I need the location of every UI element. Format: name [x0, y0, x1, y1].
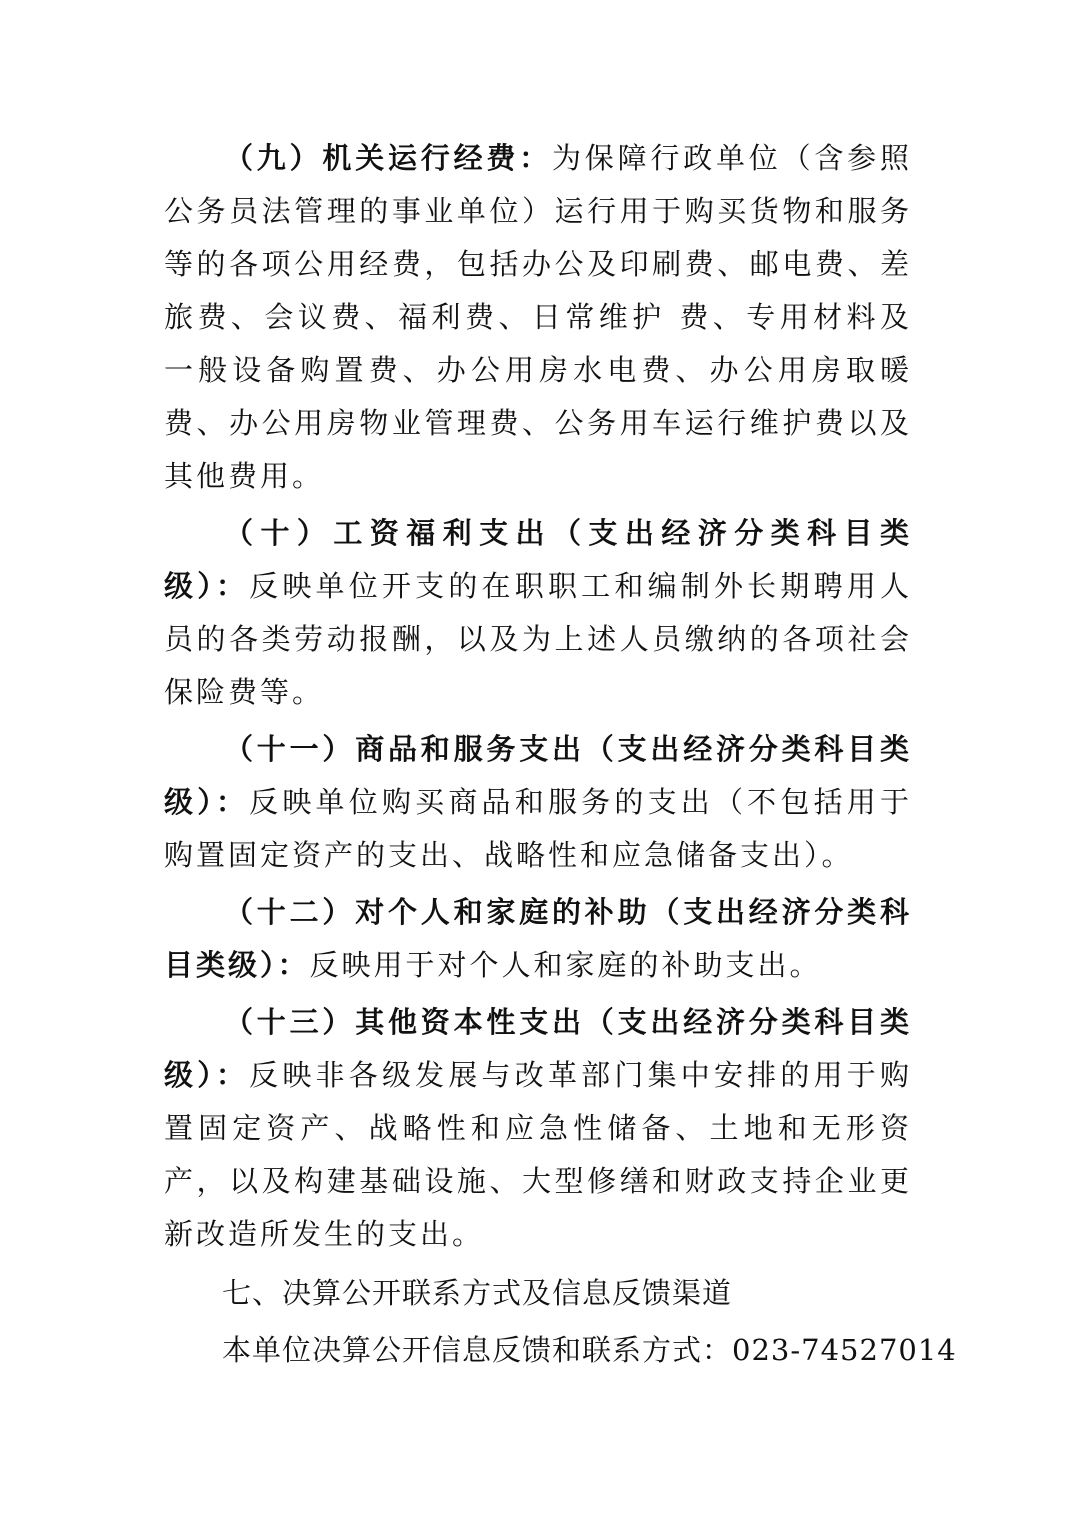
paragraph-body: 反映单位购买商品和服务的支出（不包括用于购置固定资产的支出、战略性和应急储备支出）。 [164, 785, 912, 872]
contact-line: 本单位决算公开信息反馈和联系方式：023-74527014 [222, 1333, 957, 1367]
paragraph-item-10 [164, 507, 912, 719]
paragraph-item-11 [164, 723, 912, 882]
paragraph-item-12 [164, 886, 912, 992]
paragraph-lead: （十）工资福利支出（支出经济分类科目类级）： [164, 516, 912, 603]
section-heading: 七、决算公开联系方式及信息反馈渠道 [222, 1276, 733, 1310]
paragraph-body: 为保障行政单位（含参照公务员法管理的事业单位）运行用于购买货物和服务等的各项公用经费，包括办公及印刷费、邮电费、差旅费、会议费、福利费、日常维护 费、专用材料及一般设备购置费、办公用房水电费、办公用房取暖费、办公用房物业管理费、公务用车运行维护费以及其他费用。 [164, 141, 912, 493]
paragraph-body: 反映用于对个人和家庭的补助支出。 [309, 948, 822, 982]
paragraph-lead: （十三）其他资本性支出（支出经济分类科目类级）： [164, 1005, 912, 1092]
document-body [164, 132, 957, 1377]
paragraph-body: 反映单位开支的在职职工和编制外长期聘用人员的各类劳动报酬，以及为上述人员缴纳的各项社会保险费等。 [164, 569, 912, 709]
paragraph-lead: （十一）商品和服务支出（支出经济分类科目类级）： [164, 732, 912, 819]
paragraph-item-9 [164, 132, 912, 503]
paragraph-lead: （九）机关运行经费： [224, 141, 552, 175]
paragraph-body: 反映非各级发展与改革部门集中安排的用于购置固定资产、战略性和应急性储备、土地和无形资产，以及构建基础设施、大型修缮和财政支持企业更新改造所发生的支出。 [164, 1058, 912, 1251]
paragraph-item-13 [164, 996, 912, 1261]
paragraph-lead: （十二）对个人和家庭的补助（支出经济分类科目类级）： [164, 895, 912, 982]
